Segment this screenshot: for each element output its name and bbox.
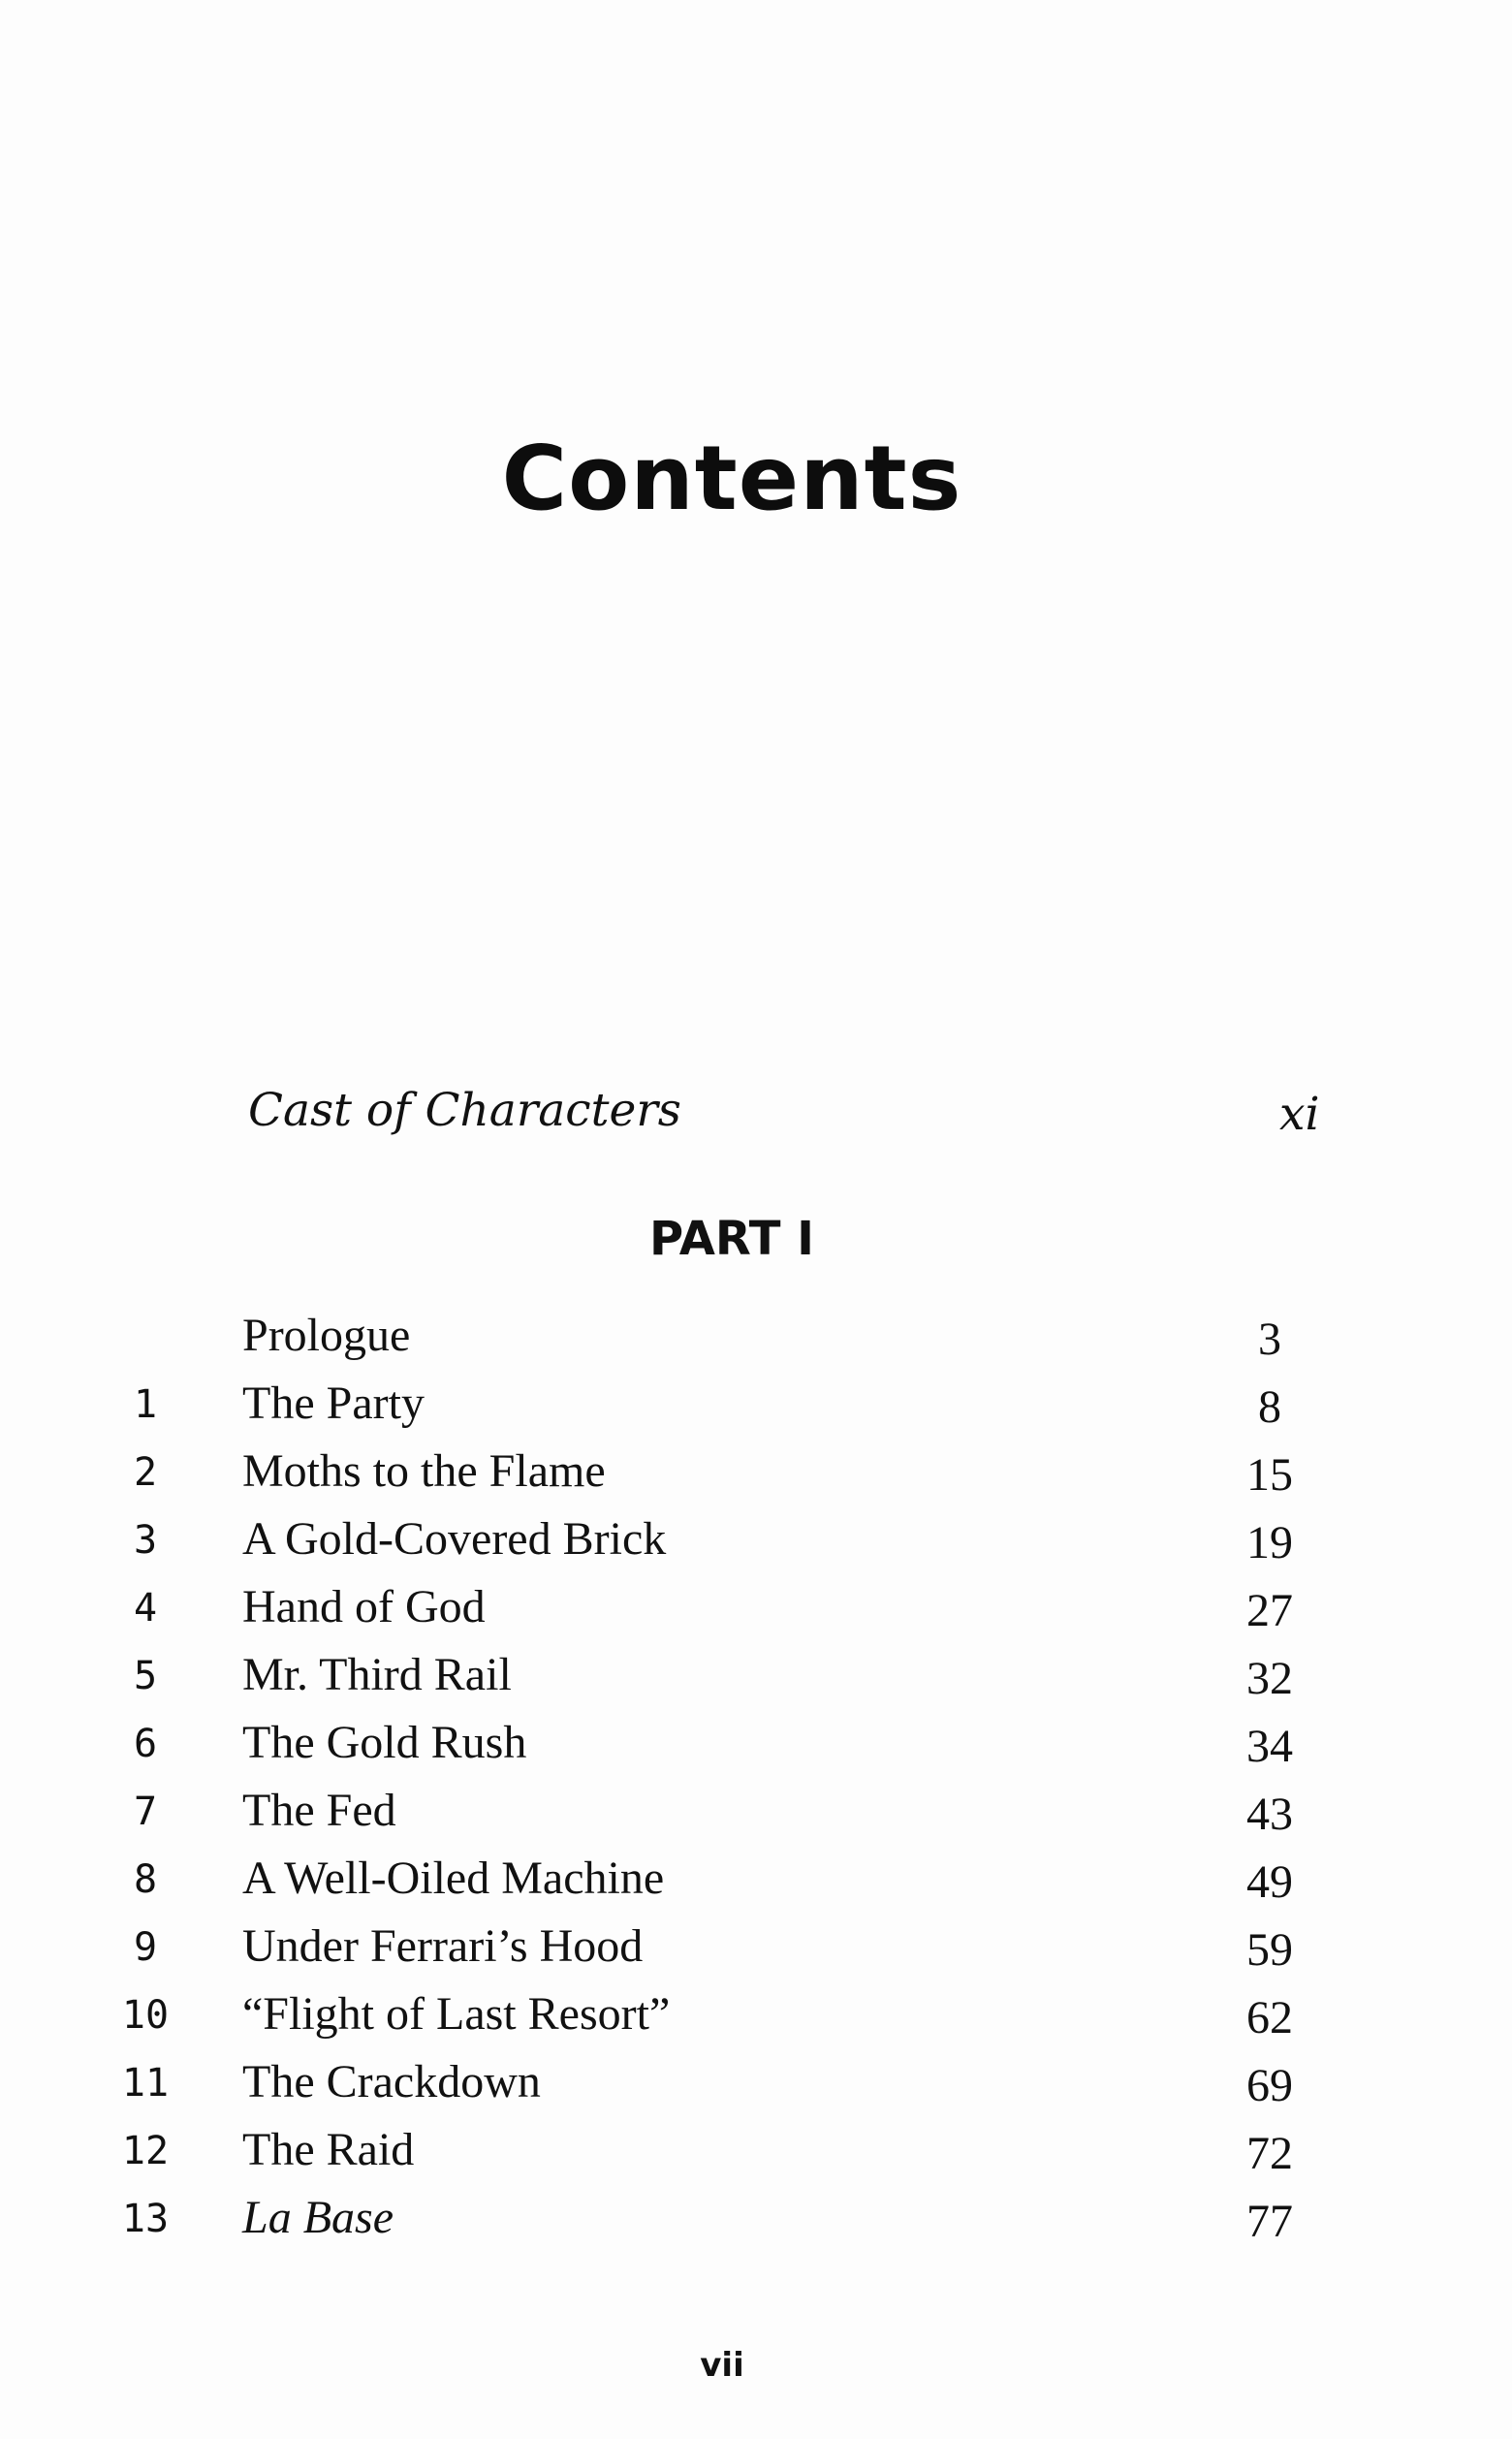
chapter-title: “Flight of Last Resort”	[242, 1988, 671, 2040]
chapter-title: The Crackdown	[242, 2056, 541, 2107]
chapter-title: La Base	[242, 2192, 394, 2243]
toc-entry-11	[0, 2055, 1512, 2123]
cast-of-characters-page: xi	[1279, 1088, 1320, 1141]
toc-entry-3	[0, 1512, 1512, 1580]
chapter-number: 3	[133, 1518, 158, 1563]
toc-entry-2	[0, 1444, 1512, 1512]
chapter-number: 13	[121, 2197, 170, 2241]
folio-page-number: vii	[700, 2346, 744, 2385]
chapter-number: 9	[133, 1925, 158, 1970]
page-number: 49	[1246, 1856, 1293, 1908]
page-number: 19	[1246, 1517, 1293, 1568]
toc-entry-8	[0, 1852, 1512, 1919]
page-number: 32	[1246, 1653, 1293, 1704]
toc-entry-5	[0, 1648, 1512, 1716]
chapter-number: 7	[133, 1790, 158, 1834]
chapter-number: 5	[133, 1654, 158, 1698]
page-number: 3	[1258, 1314, 1281, 1365]
toc-entry-4	[0, 1580, 1512, 1648]
toc-entry-9	[0, 1919, 1512, 1987]
toc-entry-10	[0, 1987, 1512, 2055]
chapter-number: 8	[133, 1857, 158, 1902]
page-title: Contents	[501, 427, 962, 530]
chapter-number: 12	[121, 2129, 170, 2173]
chapter-number: 6	[133, 1722, 158, 1766]
chapter-title: A Well-Oiled Machine	[242, 1853, 665, 1904]
page-number: 27	[1246, 1585, 1293, 1636]
page-number: 69	[1246, 2060, 1293, 2111]
chapter-number: 2	[133, 1450, 158, 1495]
page-number: 77	[1246, 2196, 1293, 2247]
chapter-title: The Raid	[242, 2124, 415, 2175]
page-number: 8	[1258, 1381, 1281, 1433]
toc-entry-13	[0, 2191, 1512, 2259]
chapter-title: The Party	[242, 1378, 425, 1429]
toc-entry-12	[0, 2123, 1512, 2191]
cast-of-characters-label: Cast of Characters	[248, 1084, 681, 1137]
chapter-number: 1	[133, 1382, 158, 1427]
chapter-title: The Fed	[242, 1785, 396, 1836]
chapter-number: 10	[121, 1993, 170, 2038]
page-number: 34	[1246, 1721, 1293, 1772]
chapter-number: 4	[133, 1586, 158, 1631]
chapter-title: Moths to the Flame	[242, 1445, 606, 1497]
chapter-title: Hand of God	[242, 1581, 486, 1632]
chapter-title: Mr. Third Rail	[242, 1649, 512, 1700]
part-heading: PART I	[648, 1212, 815, 1266]
chapter-title: The Gold Rush	[242, 1717, 527, 1768]
toc-entry-1	[0, 1377, 1512, 1444]
page-number: 15	[1246, 1449, 1293, 1501]
page-number: 59	[1246, 1924, 1293, 1976]
chapter-title: Prologue	[242, 1310, 411, 1361]
chapter-title: A Gold-Covered Brick	[242, 1513, 667, 1565]
chapter-number: 11	[121, 2061, 170, 2106]
page-number: 62	[1246, 1992, 1293, 2043]
toc-entry-7	[0, 1784, 1512, 1852]
chapter-title: Under Ferrari’s Hood	[242, 1920, 644, 1972]
page-number: 43	[1246, 1789, 1293, 1840]
toc-entry-6	[0, 1716, 1512, 1784]
toc-entry-prologue	[0, 1309, 1512, 1377]
page-number: 72	[1246, 2128, 1293, 2179]
